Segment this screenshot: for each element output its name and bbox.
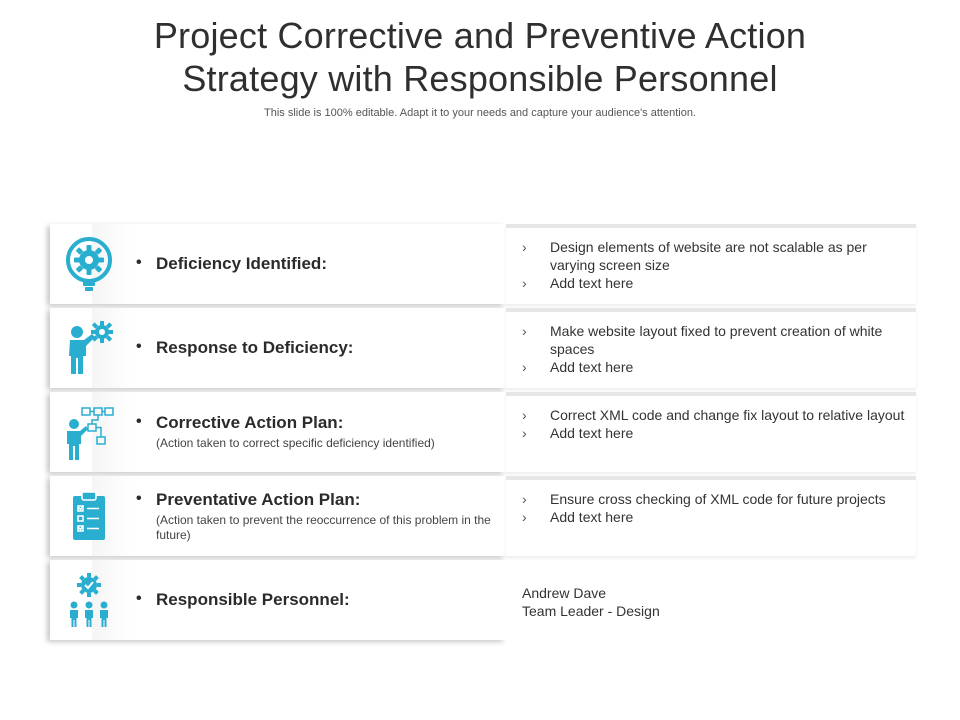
clipboard-checklist-icon <box>54 482 124 552</box>
row-detail-card <box>506 308 916 388</box>
row-label-card <box>50 560 506 640</box>
label-wrap <box>136 392 496 472</box>
label-wrap <box>136 560 496 640</box>
row-label-card <box>50 476 506 556</box>
row-responsible-personnel <box>50 560 916 642</box>
responsible-person <box>522 584 660 620</box>
row-response-to-deficiency <box>50 308 916 390</box>
title-line-1: Project Corrective and Preventive Action <box>153 15 807 56</box>
row-label: • Preventative Action Plan: <box>136 490 496 510</box>
row-deficiency-identified <box>50 224 916 306</box>
person-flowchart-icon <box>54 398 124 468</box>
detail-item: › Add text here <box>520 508 910 526</box>
row-detail-card <box>506 476 916 556</box>
row-label: • Response to Deficiency: <box>136 338 496 358</box>
page-title <box>0 14 960 100</box>
row-label-card <box>50 308 506 388</box>
row-label-card <box>50 224 506 304</box>
detail-item: › Design elements of website are not scalable as per varying screen size <box>520 238 910 274</box>
row-label: • Responsible Personnel: <box>136 590 496 610</box>
detail-item: › Add text here <box>520 274 910 292</box>
row-detail-card <box>506 560 916 640</box>
gear-bulb-icon <box>54 230 124 300</box>
detail-item: › Add text here <box>520 424 910 442</box>
label-wrap <box>136 308 496 388</box>
row-label: • Corrective Action Plan: <box>136 413 496 433</box>
row-corrective-action-plan <box>50 392 916 474</box>
row-detail-card <box>506 224 916 304</box>
row-preventative-action-plan <box>50 476 916 558</box>
person-name: Andrew Dave <box>522 585 607 601</box>
label-wrap <box>136 476 496 556</box>
detail-item: › Make website layout fixed to prevent creation of white spaces <box>520 322 910 358</box>
team-gear-icon <box>54 566 124 636</box>
row-label-card <box>50 392 506 472</box>
detail-item: › Correct XML code and change fix layout to relative layout <box>520 406 910 424</box>
detail-list <box>520 238 910 292</box>
detail-list <box>520 322 910 376</box>
row-label: • Deficiency Identified: <box>136 254 496 274</box>
detail-item: › Ensure cross checking of XML code for future projects <box>520 490 910 508</box>
person-role: Team Leader - Design <box>522 603 660 619</box>
subtitle: This slide is 100% editable. Adapt it to your needs and capture your audience's attention. <box>264 107 696 119</box>
title-line-2: Strategy with Responsible Personnel <box>182 58 778 99</box>
detail-item: › Add text here <box>520 358 910 376</box>
label-wrap <box>136 224 496 304</box>
detail-list <box>520 406 910 442</box>
detail-list <box>520 490 910 526</box>
person-gear-icon <box>54 314 124 384</box>
row-note: (Action taken to correct specific deficiency identified) <box>156 436 435 450</box>
row-detail-card <box>506 392 916 472</box>
row-note: (Action taken to prevent the reoccurrence of this problem in the future) <box>156 512 491 542</box>
